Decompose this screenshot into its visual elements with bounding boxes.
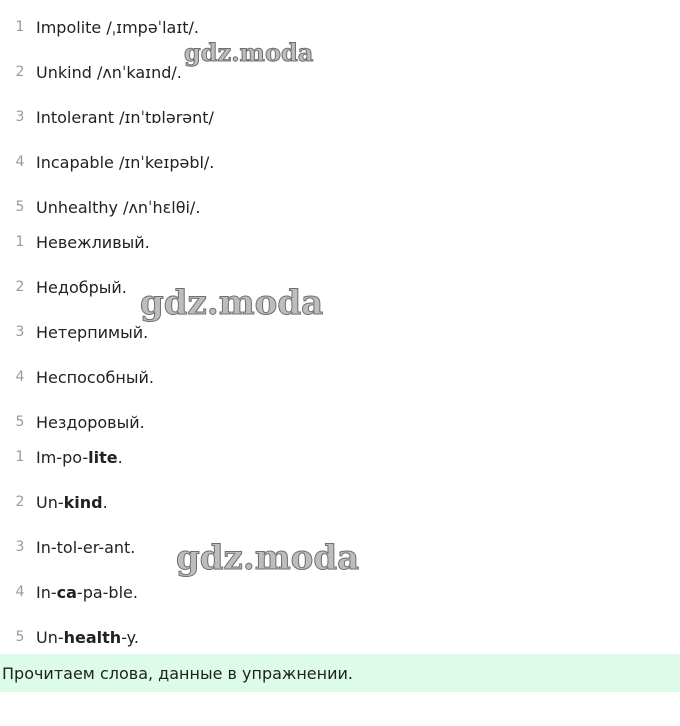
item-text: Unhealthy /ʌnˈhɛlθi/. [36, 197, 201, 217]
item-number: 5 [15, 629, 25, 645]
syllable-part: . [117, 447, 123, 467]
item-text [36, 538, 135, 557]
syllable-part: Un- [36, 627, 64, 647]
instruction-text: Прочитаем слова, данные в упражнении. [2, 663, 353, 683]
stressed-syllable: lite [88, 447, 118, 467]
syllable-part: In-tol-er-ant. [36, 537, 136, 557]
item-text: Incapable /ɪnˈkeɪpəbl/. [36, 152, 215, 172]
item-number: 5 [15, 414, 25, 430]
syllable-part: -y. [121, 627, 139, 647]
item-number: 5 [15, 199, 25, 215]
item-number: 1 [15, 449, 25, 465]
item-number: 3 [15, 324, 25, 340]
syllable-part: Im-po- [36, 447, 89, 467]
instruction-banner [0, 654, 680, 692]
item-number: 4 [15, 584, 25, 600]
item-text [36, 448, 123, 467]
item-number: 2 [15, 494, 25, 510]
stressed-syllable: ca [56, 582, 77, 602]
watermark-logo: gdz.moda [184, 38, 314, 67]
item-text [36, 628, 139, 647]
item-number: 4 [15, 154, 25, 170]
watermark-logo: gdz.moda [176, 538, 360, 578]
watermark-logo: gdz.moda [140, 283, 324, 323]
item-number: 1 [15, 234, 25, 250]
syllable-part: -pa-ble. [76, 582, 138, 602]
stressed-syllable: kind [63, 492, 103, 512]
item-text: Неспособный. [36, 367, 154, 387]
item-number: 1 [15, 19, 25, 35]
item-text: Impolite /ˌɪmpəˈlaɪt/. [36, 17, 200, 37]
stressed-syllable: health [63, 627, 122, 647]
syllable-part: In- [36, 582, 57, 602]
item-number: 3 [15, 539, 25, 555]
item-number: 4 [15, 369, 25, 385]
item-number: 2 [15, 279, 25, 295]
syllable-part: . [102, 492, 108, 512]
item-text [36, 493, 108, 512]
item-text: Intolerant /ɪnˈtɒlərənt/ [36, 107, 214, 127]
item-text: Нездоровый. [36, 412, 145, 432]
item-number: 3 [15, 109, 25, 125]
item-text: Невежливый. [36, 232, 150, 252]
item-text: Unkind /ʌnˈkaɪnd/. [36, 62, 182, 82]
syllable-part: Un- [36, 492, 64, 512]
item-text: Недобрый. [36, 277, 127, 297]
item-text [36, 583, 138, 602]
item-text: Нетерпимый. [36, 322, 149, 342]
item-number: 2 [15, 64, 25, 80]
